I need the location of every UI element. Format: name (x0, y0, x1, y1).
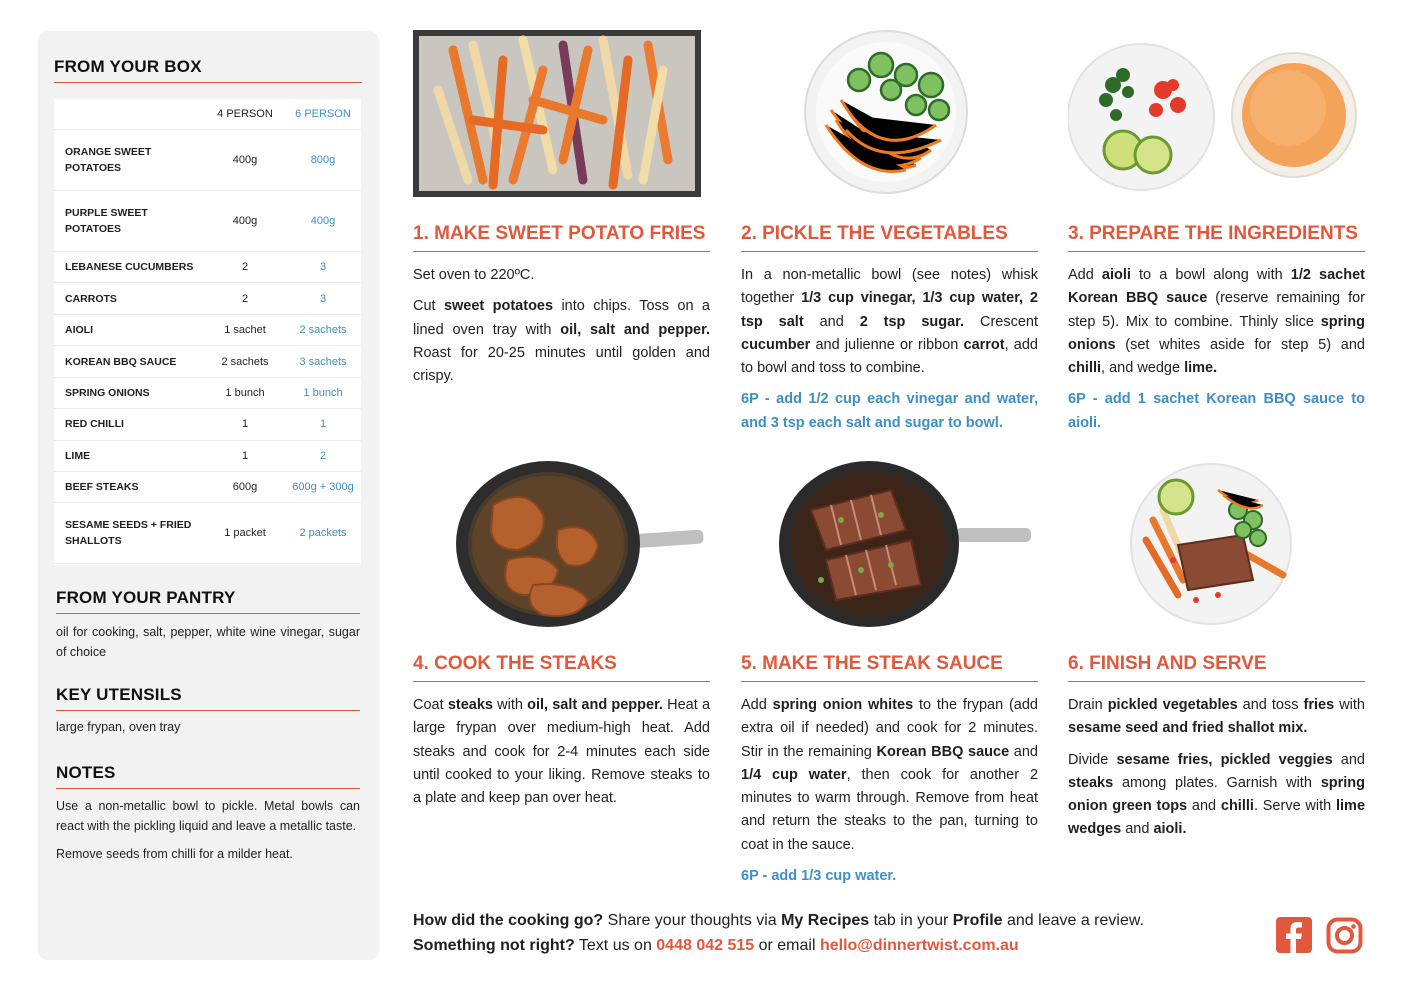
notes-text (56, 796, 360, 872)
ingredient-name: PURPLE SWEET POTATOES (54, 191, 205, 252)
my-recipes-link[interactable]: My Recipes (781, 912, 870, 929)
profile-link[interactable]: Profile (952, 912, 1003, 929)
ingredients-table (54, 99, 361, 565)
ingredient-name: RED CHILLI (54, 409, 205, 440)
step-1-paragraph: Cut sweet potatoes into chips. Toss on a lined oven tray with oil, salt and pepper. Roast for 20-25 minutes until golden and crispy. (413, 298, 710, 385)
six-person-qty: 1 (285, 409, 361, 440)
ingredients-sidebar (38, 31, 379, 960)
ingredient-row (54, 191, 361, 252)
step-6-body (1068, 694, 1365, 842)
from-your-pantry-title: FROM YOUR PANTRY (56, 588, 360, 614)
ingredients-rows (54, 130, 361, 566)
bold-ingredient-text: oil, salt and pepper. (527, 697, 663, 713)
feedback-footer (413, 908, 1273, 958)
feedback-text: Share your thoughts via (603, 912, 782, 929)
ingredient-row (54, 440, 361, 471)
four-person-qty: 1 (205, 409, 285, 440)
bold-ingredient-text: aioli (1101, 267, 1131, 283)
feedback-text: tab in your (869, 912, 953, 929)
feedback-line (413, 908, 1273, 933)
feedback-question: How did the cooking go? (413, 912, 604, 929)
step-4 (413, 460, 710, 818)
step-6-title: 6. FINISH AND SERVE (1068, 653, 1365, 682)
pantry-text: oil for cooking, salt, pepper, white wine vinegar, sugar of choice (56, 625, 360, 659)
bold-ingredient-text: oil, salt and pepper. (560, 321, 710, 338)
bold-ingredient-text: spring onion green tops (1068, 774, 1365, 815)
ingredient-name: ORANGE SWEET POTATOES (54, 130, 205, 191)
step-1-paragraph: Set oven to 220ºC. (413, 267, 535, 283)
ingredient-row (54, 471, 361, 502)
step-6 (1068, 460, 1365, 850)
step-5-paragraph: Add spring onion whites to the frypan (add extra oil if needed) and cook for 2 minutes. Stir in the remaining Korean BBQ sauce and 1/4 cup water, then cook for another 2 minutes to warm through. Remove from heat and return the steaks to the pan, turning to coat in the sauce. (741, 697, 1039, 853)
step-5-title: 5. MAKE THE STEAK SAUCE (741, 653, 1038, 682)
ingredients-header-row (54, 99, 361, 130)
step-2-body (741, 264, 1038, 435)
bold-ingredient-text: lime wedges (1068, 798, 1366, 838)
step-6-paragraph: Drain pickled vegetables and toss fries with sesame seed and fried shallot mix. (1068, 697, 1365, 737)
step-6-paragraph: Divide sesame fries, pickled veggies and steaks among plates. Garnish with spring onion green tops and chilli. Serve with lime wedges and aioli. (1068, 751, 1366, 838)
four-person-header: 4 PERSON (205, 99, 285, 130)
four-person-qty: 400g (205, 130, 285, 191)
ingredient-row (54, 503, 361, 564)
bold-ingredient-text: 1/4 cup water (741, 766, 847, 783)
bold-ingredient-text: carrot (963, 336, 1005, 353)
six-person-qty: 2 packets (285, 503, 361, 564)
six-person-qty: 600g + 300g (285, 471, 361, 502)
bold-ingredient-text: chilli (1220, 798, 1254, 815)
key-utensils-title: KEY UTENSILS (56, 685, 360, 711)
four-person-qty: 1 packet (205, 503, 285, 564)
six-person-qty: 3 sachets (285, 346, 361, 377)
bold-ingredient-text: cucumber (741, 336, 811, 353)
four-person-qty: 1 (205, 440, 285, 471)
ingredient-name: LIME (54, 440, 205, 471)
bold-ingredient-text: 1/3 cup vinegar, 1/3 cup water, 2 tsp salt (741, 290, 1038, 330)
ingredient-name: AIOLI (54, 314, 205, 345)
step-4-title: 4. COOK THE STEAKS (413, 653, 710, 682)
ingredient-row (54, 283, 361, 314)
ingredient-name: SESAME SEEDS + FRIED SHALLOTS (54, 503, 205, 564)
prepared-ingredients-photo (1068, 30, 1365, 200)
bold-ingredient-text: lime. (1184, 360, 1218, 377)
step-1-title: 1. MAKE SWEET POTATO FRIES (413, 223, 710, 252)
bold-ingredient-text: sweet potatoes (443, 298, 554, 315)
ingredient-row (54, 314, 361, 345)
six-person-qty: 2 (285, 440, 361, 471)
table-filler-row (54, 564, 361, 565)
bold-ingredient-text: pickled vegetables (1107, 697, 1238, 713)
step-3-body (1068, 264, 1365, 435)
bold-ingredient-text: sesame fries, pickled veggies (1116, 751, 1333, 768)
notes-title: NOTES (56, 763, 360, 789)
ingredient-name: LEBANESE CUCUMBERS (54, 252, 205, 283)
four-person-qty: 1 sachet (205, 314, 285, 345)
six-person-qty: 3 (285, 252, 361, 283)
ingredient-row (54, 130, 361, 191)
step-2-six-person-note: 6P - add 1/2 cup each vinegar and water, and 3 tsp each salt and sugar to bowl. (741, 391, 1038, 431)
ingredient-row (54, 377, 361, 408)
bold-ingredient-text: fries (1303, 697, 1335, 713)
ingredient-name: CARROTS (54, 283, 205, 314)
four-person-qty: 600g (205, 471, 285, 502)
step-2-title: 2. PICKLE THE VEGETABLES (741, 223, 1038, 252)
bold-ingredient-text: Korean BBQ sauce (876, 743, 1010, 760)
facebook-icon[interactable] (1276, 917, 1312, 958)
step-4-body (413, 694, 710, 810)
bold-ingredient-text: chilli (1068, 360, 1102, 377)
bold-ingredient-text: 1/2 sachet Korean BBQ sauce (1068, 267, 1365, 307)
four-person-qty: 2 sachets (205, 346, 285, 377)
step-2-paragraph: In a non-metallic bowl (see notes) whisk together 1/3 cup vinegar, 1/3 cup water, 2 tsp salt and 2 tsp sugar. Crescent cucumber and julienne or ribbon carrot, add to bowl and toss to combine. (741, 267, 1039, 377)
sweet-potato-fries-photo (413, 30, 710, 200)
six-person-qty: 400g (285, 191, 361, 252)
step-5 (741, 460, 1038, 896)
step-5-body (741, 694, 1038, 888)
ingredient-col-header (54, 99, 205, 130)
step-2 (741, 30, 1038, 443)
bold-ingredient-text: sesame seed and fried shallot mix. (1068, 720, 1308, 737)
contact-line (413, 933, 1273, 958)
bold-ingredient-text: steaks (1068, 774, 1114, 791)
note-paragraph: Remove seeds from chilli for a milder heat. (56, 847, 293, 861)
step-1 (413, 30, 710, 396)
six-person-qty: 2 sachets (285, 314, 361, 345)
ingredient-row (54, 252, 361, 283)
step-3-paragraph: Add aioli to a bowl along with 1/2 sachet Korean BBQ sauce (reserve remaining for step 5). Mix to combine. Thinly slice spring onions (set whites aside for step 5) and chilli, and wedge lime. (1068, 267, 1365, 377)
contact-question: Something not right? (413, 937, 575, 954)
six-person-qty: 1 bunch (285, 377, 361, 408)
four-person-qty: 1 bunch (205, 377, 285, 408)
ingredient-name: KOREAN BBQ SAUCE (54, 346, 205, 377)
ingredient-row (54, 346, 361, 377)
contact-text: Text us on (574, 937, 657, 954)
finished-dish-photo (1068, 460, 1365, 630)
bold-ingredient-text: spring onion whites (772, 697, 914, 713)
bold-ingredient-text: 2 tsp sugar. (859, 313, 965, 330)
feedback-text: and leave a review. (1002, 912, 1144, 929)
step-4-paragraph: Coat steaks with oil, salt and pepper. Heat a large frypan over medium-high heat. Add steaks and cook for 2-4 minutes each side until cooked to your liking. Remove steaks to a plate and keep pan over heat. (413, 697, 711, 807)
pickled-vegetables-photo (741, 30, 1038, 200)
four-person-qty: 2 (205, 252, 285, 283)
email-link[interactable]: hello@dinnertwist.com.au (819, 937, 1019, 954)
step-1-body (413, 264, 710, 388)
note-paragraph: Use a non-metallic bowl to pickle. Metal bowls can react with the pickling liquid and leave a metallic taste. (56, 799, 360, 833)
phone-link[interactable]: 0448 042 515 (656, 937, 755, 954)
ingredient-row (54, 409, 361, 440)
step-3 (1068, 30, 1365, 443)
step-3-title: 3. PREPARE THE INGREDIENTS (1068, 223, 1365, 252)
four-person-qty: 2 (205, 283, 285, 314)
six-person-qty: 3 (285, 283, 361, 314)
instagram-icon[interactable] (1326, 917, 1363, 959)
utensils-text: large frypan, oven tray (56, 720, 181, 734)
six-person-header: 6 PERSON (285, 99, 361, 130)
steak-sauce-photo (741, 460, 1038, 630)
six-person-qty: 800g (285, 130, 361, 191)
bold-ingredient-text: steaks (447, 697, 493, 713)
ingredient-name: BEEF STEAKS (54, 471, 205, 502)
cook-steaks-photo (413, 460, 710, 630)
contact-text: or email (754, 937, 820, 954)
from-your-box-title: FROM YOUR BOX (54, 57, 362, 83)
step-3-six-person-note: 6P - add 1 sachet Korean BBQ sauce to aioli. (1068, 391, 1365, 431)
bold-ingredient-text: spring onions (1068, 313, 1365, 353)
four-person-qty: 400g (205, 191, 285, 252)
step-5-six-person-note: 6P - add 1/3 cup water. (741, 868, 897, 885)
bold-ingredient-text: aioli. (1153, 821, 1187, 838)
ingredient-name: SPRING ONIONS (54, 377, 205, 408)
